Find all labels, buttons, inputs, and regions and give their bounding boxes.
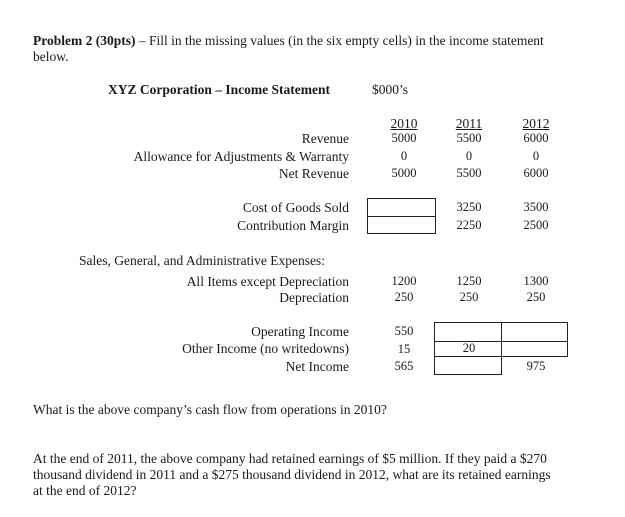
value-revenue-2010: 5000 <box>391 131 417 145</box>
value-net-revenue-2010: 5000 <box>391 166 417 180</box>
row-label-revenue: Revenue <box>301 131 349 146</box>
value-all-items-2010: 1200 <box>391 274 417 288</box>
row-label-operating-income: Operating Income <box>251 324 349 339</box>
instruction-text: – Fill in the missing values (in the six empty cells) in the income statement <box>135 33 544 48</box>
value-allowance-2011: 0 <box>465 149 473 163</box>
row-label-net-income: Net Income <box>285 359 349 374</box>
instruction-text-line2: below. <box>33 49 69 64</box>
value-net-revenue-2012: 6000 <box>523 166 549 180</box>
row-label-net-revenue: Net Revenue <box>278 166 349 181</box>
value-net-revenue-2011: 5500 <box>456 166 482 180</box>
year-header-2012: 2012 <box>522 116 550 131</box>
value-net-income-2012: 975 <box>526 359 546 373</box>
row-label-depreciation: Depreciation <box>279 290 349 305</box>
value-contribution-margin-2011: 2250 <box>456 218 482 232</box>
year-header-2011: 2011 <box>455 116 483 131</box>
row-label-all-items: All Items except Depreciation <box>186 274 349 289</box>
question-retained-earnings-line3: at the end of 2012? <box>33 483 137 498</box>
value-cogs-2011: 3250 <box>456 200 482 214</box>
empty-cell-net-income-2011[interactable] <box>434 356 502 375</box>
value-depreciation-2010: 250 <box>394 290 414 304</box>
value-revenue-2011: 5500 <box>456 131 482 145</box>
question-retained-earnings-line2: thousand dividend in 2011 and a $275 thousand dividend in 2012, what are its retained earnings <box>33 467 551 482</box>
statement-title: XYZ Corporation – Income Statement <box>108 82 330 97</box>
section-header-sga: Sales, General, and Administrative Expenses: <box>79 253 325 268</box>
row-label-allowance: Allowance for Adjustments & Warranty <box>133 149 349 164</box>
empty-cell-operating-income-2011[interactable] <box>434 322 502 342</box>
value-net-income-2010: 565 <box>394 359 414 373</box>
value-cogs-2012: 3500 <box>523 200 549 214</box>
empty-cell-operating-income-2012[interactable] <box>501 322 568 342</box>
value-allowance-2012: 0 <box>532 149 540 163</box>
units-label: $000’s <box>372 82 409 97</box>
value-other-income-2011: 20 <box>462 341 476 355</box>
value-operating-income-2010: 550 <box>394 324 414 338</box>
empty-cell-cogs-2010[interactable] <box>367 198 436 217</box>
value-all-items-2011: 1250 <box>456 274 482 288</box>
row-label-contribution-margin: Contribution Margin <box>237 218 349 233</box>
value-depreciation-2012: 250 <box>526 290 546 304</box>
question-retained-earnings-line1: At the end of 2011, the above company had retained earnings of $5 million. If they paid a $270 <box>33 451 547 466</box>
row-label-other-income: Other Income (no writedowns) <box>182 341 349 356</box>
empty-cell-contribution-margin-2010[interactable] <box>367 216 436 234</box>
value-depreciation-2011: 250 <box>459 290 479 304</box>
problem-instruction <box>33 33 544 49</box>
value-contribution-margin-2012: 2500 <box>523 218 549 232</box>
empty-cell-other-income-2012[interactable] <box>501 341 568 357</box>
question-cash-flow: What is the above company’s cash flow from operations in 2010? <box>33 402 387 417</box>
row-label-cogs: Cost of Goods Sold <box>242 200 349 215</box>
year-header-2010: 2010 <box>390 116 418 131</box>
value-all-items-2012: 1300 <box>523 274 549 288</box>
value-other-income-2010: 15 <box>397 342 411 356</box>
value-allowance-2010: 0 <box>400 149 408 163</box>
problem-label: Problem 2 (30pts) <box>33 33 136 48</box>
value-revenue-2012: 6000 <box>523 131 549 145</box>
